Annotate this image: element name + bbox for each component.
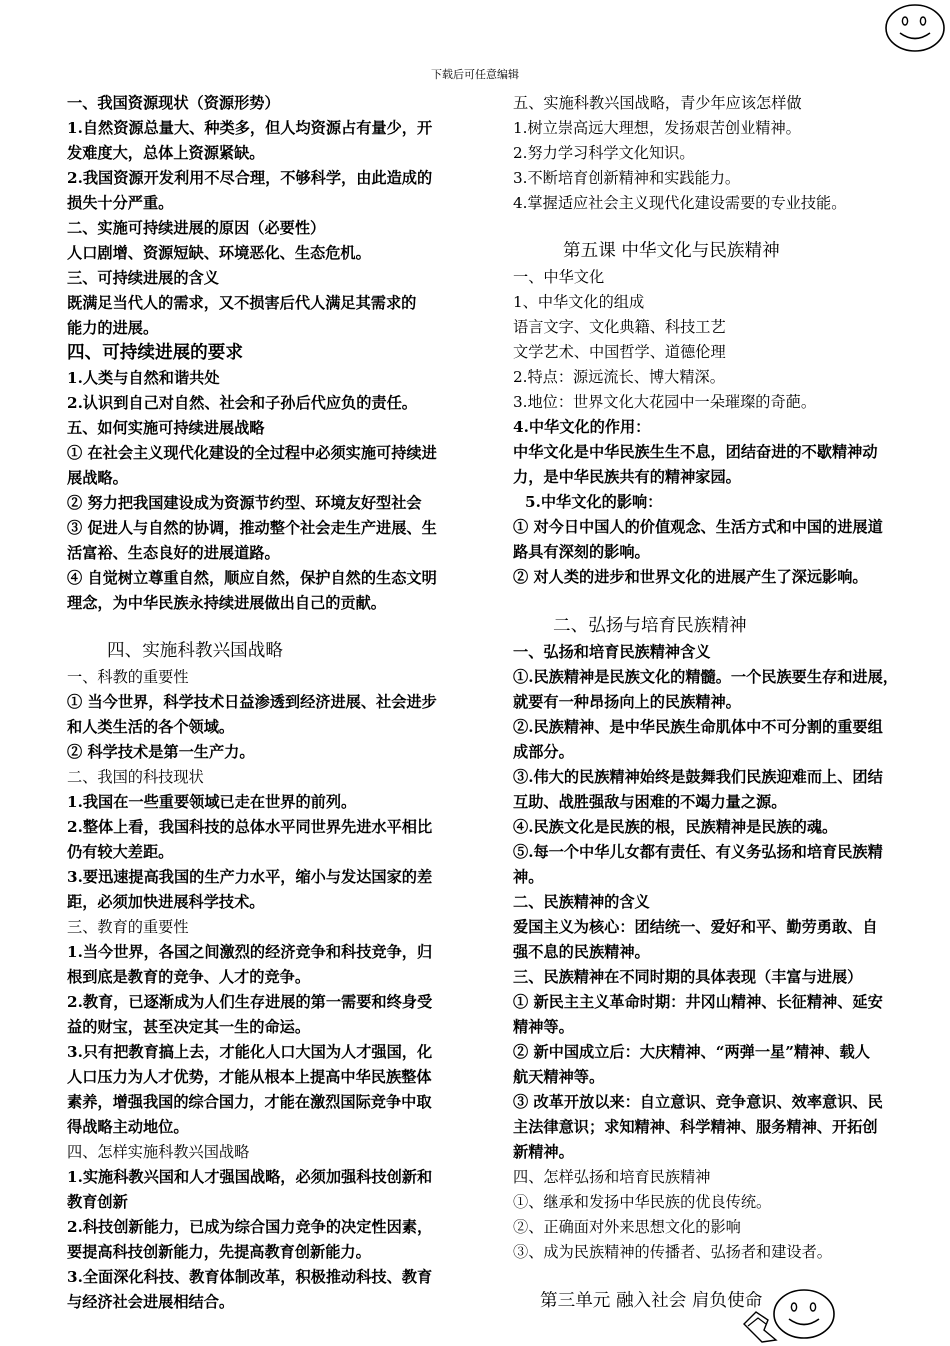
text-line: 五、实施科教兴国战略，青少年应该怎样做 bbox=[513, 94, 802, 112]
section-heading: 四、可持续进展的要求 bbox=[67, 342, 243, 363]
text-line: 一、我国资源现状（资源形势） bbox=[67, 94, 280, 112]
text-line: 与经济社会进展相结合。 bbox=[67, 1293, 235, 1311]
text-line: ①、继承和发扬中华民族的优良传统。 bbox=[513, 1193, 772, 1211]
text-line: 得战略主动地位。 bbox=[67, 1118, 189, 1136]
text-line: 三、可持续进展的含义 bbox=[67, 269, 219, 287]
text-line: 力，是中华民族共有的精神家园。 bbox=[513, 468, 741, 486]
text-line: 2.我国资源开发利用不尽合理，不够科学，由此造成的 bbox=[67, 169, 433, 187]
text-line: ② 科学技术是第一生产力。 bbox=[67, 743, 255, 761]
text-line: ① 当今世界，科学技术日益渗透到经济进展、社会进步 bbox=[67, 693, 437, 711]
text-line: 3.要迅速提高我国的生产力水平，缩小与发达国家的差 bbox=[67, 868, 433, 886]
smiley-face-icon bbox=[742, 1286, 838, 1344]
text-line: 5.中华文化的影响： bbox=[525, 493, 663, 511]
text-line: 1.人类与自然和谐共处 bbox=[67, 369, 220, 387]
text-line: ④.民族文化是民族的根，民族精神是民族的魂。 bbox=[513, 818, 838, 836]
text-line: ① 在社会主义现代化建设的全过程中必须实施可持续进 bbox=[67, 444, 437, 462]
text-line: 3.地位：世界文化大花园中一朵璀璨的奇葩。 bbox=[513, 393, 817, 411]
text-line: 1、中华文化的组成 bbox=[513, 293, 645, 311]
text-line: 四、怎样弘扬和培育民族精神 bbox=[513, 1168, 711, 1186]
text-line: 教育创新 bbox=[67, 1193, 128, 1211]
text-line: 益的财宝，甚至决定其一生的命运。 bbox=[67, 1018, 310, 1036]
text-line: ③.伟大的民族精神始终是鼓舞我们民族迎难而上、团结 bbox=[513, 768, 883, 786]
text-line: 素养，增强我国的综合国力，才能在激烈国际竞争中取 bbox=[67, 1093, 432, 1111]
text-line: 2.教育，已逐渐成为人们生存进展的第一需要和终身受 bbox=[67, 993, 433, 1011]
text-line: 距，必须加快进展科学技术。 bbox=[67, 893, 265, 911]
text-line: 航天精神等。 bbox=[513, 1068, 605, 1086]
text-line: 仍有较大差距。 bbox=[67, 843, 174, 861]
text-line: 路具有深刻的影响。 bbox=[513, 543, 650, 561]
text-line: 一、科教的重要性 bbox=[67, 668, 189, 686]
text-line: ① 对今日中国人的价值观念、生活方式和中国的进展道 bbox=[513, 518, 883, 536]
text-line: ②、正确面对外来思想文化的影响 bbox=[513, 1218, 741, 1236]
section-title: 二、弘扬与培育民族精神 bbox=[553, 616, 747, 636]
text-line: 新精神。 bbox=[513, 1143, 574, 1161]
text-line: 成部分。 bbox=[513, 743, 574, 761]
text-line: 发难度大，总体上资源紧缺。 bbox=[67, 144, 265, 162]
text-line: ② 对人类的进步和世界文化的进展产生了深远影响。 bbox=[513, 568, 868, 586]
text-line: 展战略。 bbox=[67, 469, 128, 487]
text-line: 人口剧增、资源短缺、环境恶化、生态危机。 bbox=[67, 244, 371, 262]
text-line: 和人类生活的各个领域。 bbox=[67, 718, 235, 736]
smiley-face-icon bbox=[884, 2, 946, 54]
text-line: 文学艺术、中国哲学、道德伦理 bbox=[513, 343, 726, 361]
text-line: 就要有一种昂扬向上的民族精神。 bbox=[513, 693, 741, 711]
text-line: 一、中华文化 bbox=[513, 268, 605, 286]
text-line: 2.特点：源远流长、博大精深。 bbox=[513, 368, 725, 386]
text-line: ③ 促进人与自然的协调，推动整个社会走生产进展、生 bbox=[67, 519, 437, 537]
text-line: 2.认识到自己对自然、社会和子孙后代应负的责任。 bbox=[67, 394, 417, 412]
text-line: 1.当今世界，各国之间激烈的经济竞争和科技竞争，归 bbox=[67, 943, 433, 961]
text-line: ①.民族精神是民族文化的精髓。一个民族要生存和进展， bbox=[513, 668, 898, 686]
text-line: 1.实施科教兴国和人才强国战略，必须加强科技创新和 bbox=[67, 1168, 433, 1186]
lesson-title: 第五课 中华文化与民族精神 bbox=[563, 241, 780, 261]
text-line: 既满足当代人的需求，又不损害后代人满足其需求的 bbox=[67, 294, 417, 312]
text-line: 要提高科技创新能力，先提高教育创新能力。 bbox=[67, 1243, 371, 1261]
text-line: 三、教育的重要性 bbox=[67, 918, 189, 936]
text-line: 三、民族精神在不同时期的具体表现（丰富与进展） bbox=[513, 968, 863, 986]
download-note: 下载后可任意编辑 bbox=[431, 68, 519, 81]
text-line: 3.全面深化科技、教育体制改革，积极推动科技、教育 bbox=[67, 1268, 433, 1286]
text-line: 活富裕、生态良好的进展道路。 bbox=[67, 544, 280, 562]
text-line: 1.自然资源总量大、种类多，但人均资源占有量少，开 bbox=[67, 119, 433, 137]
text-line: ② 努力把我国建设成为资源节约型、环境友好型社会 bbox=[67, 494, 422, 512]
text-line: 理念，为中华民族永持续进展做出自己的贡献。 bbox=[67, 594, 386, 612]
text-line: ④ 自觉树立尊重自然，顺应自然，保护自然的生态文明 bbox=[67, 569, 437, 587]
text-line: 中华文化是中华民族生生不息，团结奋进的不歇精神动 bbox=[513, 443, 878, 461]
text-line: 1.我国在一些重要领域已走在世界的前列。 bbox=[67, 793, 357, 811]
text-line: 4.中华文化的作用： bbox=[513, 418, 651, 436]
text-line: ③ 改革开放以来：自立意识、竞争意识、效率意识、民 bbox=[513, 1093, 883, 1111]
text-line: 3.只有把教育搞上去，才能化人口大国为人才强国，化 bbox=[67, 1043, 433, 1061]
text-line: 1.树立崇高远大理想，发扬艰苦创业精神。 bbox=[513, 119, 801, 137]
text-line: 2.科技创新能力，已成为综合国力竞争的决定性因素， bbox=[67, 1218, 433, 1236]
text-line: 二、我国的科技现状 bbox=[67, 768, 204, 786]
section-title: 四、实施科教兴国战略 bbox=[107, 641, 283, 661]
text-line: ① 新民主主义革命时期：井冈山精神、长征精神、延安 bbox=[513, 993, 883, 1011]
text-line: 语言文字、文化典籍、科技工艺 bbox=[513, 318, 726, 336]
text-line: 能力的进展。 bbox=[67, 319, 159, 337]
text-line: 爱国主义为核心：团结统一、爱好和平、勤劳勇敢、自 bbox=[513, 918, 878, 936]
text-line: 互助、战胜强敌与困难的不竭力量之源。 bbox=[513, 793, 787, 811]
text-line: ⑤.每一个中华儿女都有责任、有义务弘扬和培育民族精 bbox=[513, 843, 883, 861]
text-line: ③、成为民族精神的传播者、弘扬者和建设者。 bbox=[513, 1243, 832, 1261]
text-line: 五、如何实施可持续进展战略 bbox=[67, 419, 265, 437]
text-line: 根到底是教育的竞争、人才的竞争。 bbox=[67, 968, 310, 986]
text-line: 精神等。 bbox=[513, 1018, 574, 1036]
text-line: 四、怎样实施科教兴国战略 bbox=[67, 1143, 250, 1161]
text-line: 3.不断培育创新精神和实践能力。 bbox=[513, 169, 741, 187]
text-line: 损失十分严重。 bbox=[67, 194, 174, 212]
text-line: 神。 bbox=[513, 868, 544, 886]
text-line: 2.整体上看，我国科技的总体水平同世界先进水平相比 bbox=[67, 818, 433, 836]
text-line: ②.民族精神、是中华民族生命肌体中不可分割的重要组 bbox=[513, 718, 883, 736]
text-line: 一、弘扬和培育民族精神含义 bbox=[513, 643, 711, 661]
text-line: 二、实施可持续进展的原因（必要性） bbox=[67, 219, 326, 237]
text-line: 4.掌握适应社会主义现代化建设需要的专业技能。 bbox=[513, 194, 847, 212]
text-line: 人口压力为人才优势，才能从根本上提高中华民族整体 bbox=[67, 1068, 432, 1086]
text-line: 二、民族精神的含义 bbox=[513, 893, 650, 911]
text-line: 主法律意识；求知精神、科学精神、服务精神、开拓创 bbox=[513, 1118, 878, 1136]
text-line: ② 新中国成立后：大庆精神、“两弹一星”精神、载人 bbox=[513, 1043, 870, 1061]
text-line: 2.努力学习科学文化知识。 bbox=[513, 144, 695, 162]
unit-title: 第三单元 融入社会 肩负使命 bbox=[540, 1291, 763, 1311]
text-line: 强不息的民族精神。 bbox=[513, 943, 650, 961]
